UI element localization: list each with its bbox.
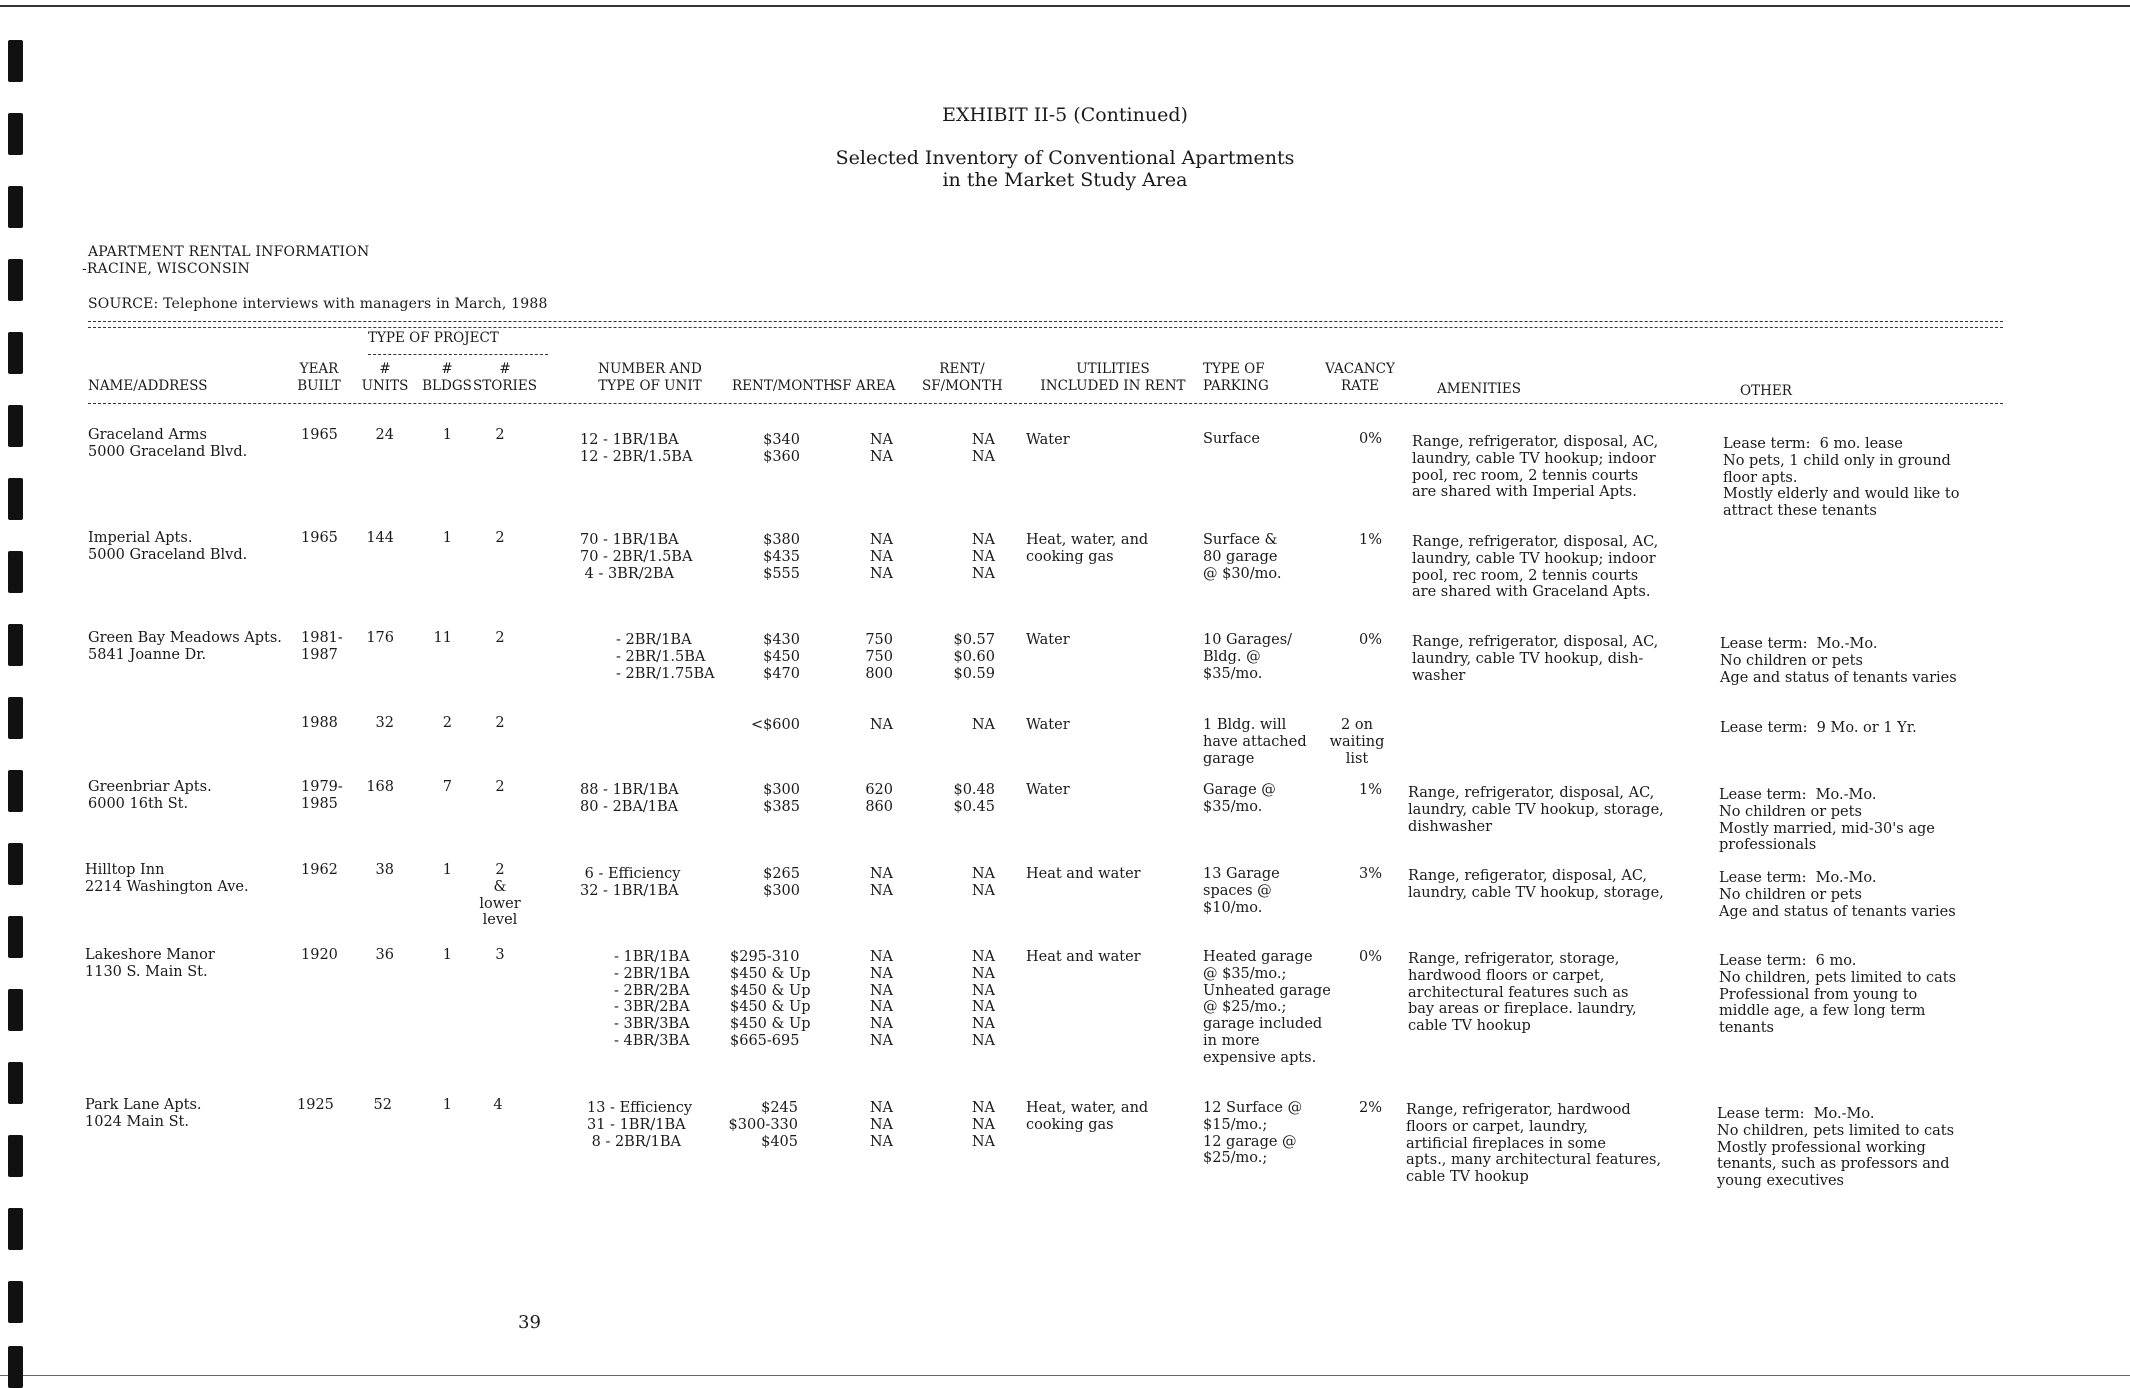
row-utilities: Heat and water xyxy=(1026,949,1141,965)
row-name: Park Lane Apts. 1024 Main St. xyxy=(85,1097,202,1130)
row-rent: $245 $300-330 $405 xyxy=(728,1100,798,1150)
row-bldgs: 7 xyxy=(442,779,452,795)
row-stories: 2 & lower level xyxy=(479,862,521,929)
row-amenities: Range, refrigerator, disposal, AC, laundry, cable TV hookup, storage, dishwasher xyxy=(1408,785,1664,835)
header-rent-sf: RENT/ SF/MONTH xyxy=(922,361,1003,394)
row-name: Greenbriar Apts. 6000 16th St. xyxy=(88,779,212,812)
row-units: 144 xyxy=(366,530,394,546)
row-unit-types: 88 - 1BR/1BA 80 - 2BA/1BA xyxy=(580,782,679,815)
row-units: 38 xyxy=(375,862,394,878)
row-parking: Surface xyxy=(1203,431,1260,447)
row-sf: NA NA NA NA NA NA xyxy=(869,949,893,1049)
row-bldgs: 1 xyxy=(442,947,452,963)
row-year: 1925 xyxy=(297,1097,334,1113)
row-rent-sf: NA NA xyxy=(971,432,995,465)
row-unit-types: - 2BR/1BA - 2BR/1.5BA - 2BR/1.75BA xyxy=(616,632,715,682)
row-rent-sf: $0.57 $0.60 $0.59 xyxy=(953,632,995,682)
info-line-1: APARTMENT RENTAL INFORMATION xyxy=(88,244,370,260)
row-units: 24 xyxy=(375,427,394,443)
row-utilities: Heat, water, and cooking gas xyxy=(1026,532,1149,565)
header-double-rule xyxy=(88,321,2003,328)
header-other: OTHER xyxy=(1740,383,1792,399)
row-units: 168 xyxy=(366,779,394,795)
row-name: Hilltop Inn 2214 Washington Ave. xyxy=(85,862,249,895)
header-units: # UNITS xyxy=(361,361,409,394)
row-bldgs: 2 xyxy=(442,715,452,731)
row-unit-types: 6 - Efficiency 32 - 1BR/1BA xyxy=(580,866,681,899)
row-parking: 12 Surface @ $15/mo.; 12 garage @ $25/mo.; xyxy=(1203,1100,1303,1167)
row-year: 1988 xyxy=(301,715,338,731)
row-year: 1962 xyxy=(301,862,338,878)
row-amenities: Range, refrigerator, hardwood floors or carpet, laundry, artificial fireplaces in some apts., many architectural features, cable TV hookup xyxy=(1406,1102,1662,1186)
row-year: 1920 xyxy=(301,947,338,963)
page-bottom-border xyxy=(0,1375,2130,1376)
row-vacancy: 1% xyxy=(1358,782,1382,798)
row-rent: $300 $385 xyxy=(763,782,800,815)
header-amenities: AMENITIES xyxy=(1437,381,1522,397)
row-amenities: Range, refrigerator, disposal, AC, laundry, cable TV hookup; indoor pool, rec room, 2 tennis courts are shared with Graceland Apts. xyxy=(1412,534,1659,601)
row-year: 1965 xyxy=(301,427,338,443)
row-bldgs: 1 xyxy=(442,530,452,546)
row-other: Lease term: 6 mo. No children, pets limited to cats Professional from young to middle age, a few long term tenants xyxy=(1719,953,1957,1037)
row-sf: NA xyxy=(869,717,893,733)
row-parking: 13 Garage spaces @ $10/mo. xyxy=(1203,866,1280,916)
info-line-2: -RACINE, WISCONSIN xyxy=(82,261,250,277)
row-bldgs: 1 xyxy=(442,427,452,443)
header-rent: RENT/MONTH xyxy=(732,378,835,394)
row-name: Graceland Arms 5000 Graceland Blvd. xyxy=(88,427,248,460)
row-rent: <$600 xyxy=(750,717,800,733)
row-bldgs: 1 xyxy=(442,862,452,878)
row-amenities: Range, refigerator, disposal, AC, laundry, cable TV hookup, storage, xyxy=(1408,868,1664,901)
row-units: 52 xyxy=(373,1097,392,1113)
header-year: YEAR BUILT xyxy=(297,361,341,394)
header-stories: # STORIES xyxy=(473,361,537,394)
row-unit-types: 70 - 1BR/1BA 70 - 2BR/1.5BA 4 - 3BR/2BA xyxy=(580,532,693,582)
page-number: 39 xyxy=(518,1312,541,1333)
row-amenities: Range, refrigerator, disposal, AC, laundry, cable TV hookup, dish- washer xyxy=(1412,634,1659,684)
row-bldgs: 11 xyxy=(433,630,452,646)
row-rent: $430 $450 $470 xyxy=(763,632,800,682)
row-rent: $295-310 $450 & Up $450 & Up $450 & Up $450 & Up $665-695 xyxy=(730,949,811,1049)
header-bldgs: # BLDGS xyxy=(422,361,472,394)
row-parking: Surface & 80 garage @ $30/mo. xyxy=(1203,532,1282,582)
row-sf: NA NA xyxy=(869,866,893,899)
row-other: Lease term: Mo.-Mo. No children or pets Age and status of tenants varies xyxy=(1720,636,1957,686)
row-vacancy: 0% xyxy=(1358,431,1382,447)
row-stories: 2 xyxy=(495,530,505,546)
row-vacancy: 0% xyxy=(1358,949,1382,965)
row-units: 32 xyxy=(375,715,394,731)
row-stories: 2 xyxy=(495,630,505,646)
row-units: 36 xyxy=(375,947,394,963)
row-vacancy: 0% xyxy=(1358,632,1382,648)
row-amenities: Range, refrigerator, storage, hardwood floors or carpet, architectural features such as bay areas or fireplace. laundry, cable TV hookup xyxy=(1408,951,1637,1035)
row-utilities: Water xyxy=(1026,432,1070,448)
row-name: Green Bay Meadows Apts. 5841 Joanne Dr. xyxy=(88,630,282,663)
row-rent-sf: NA NA NA NA NA NA xyxy=(971,949,995,1049)
row-parking: Garage @ $35/mo. xyxy=(1203,782,1276,815)
row-name: Imperial Apts. 5000 Graceland Blvd. xyxy=(88,530,248,563)
row-stories: 2 xyxy=(495,715,505,731)
row-stories: 2 xyxy=(495,779,505,795)
type-of-project-rule xyxy=(368,354,548,355)
row-utilities: Heat, water, and cooking gas xyxy=(1026,1100,1149,1133)
row-sf: NA NA NA xyxy=(869,532,893,582)
header-number-type: NUMBER AND TYPE OF UNIT xyxy=(598,361,702,394)
row-rent-sf: NA NA NA xyxy=(971,532,995,582)
title-line-2: in the Market Study Area xyxy=(942,169,1188,191)
row-sf: 620 860 xyxy=(865,782,893,815)
header-sf: SF AREA xyxy=(833,378,896,394)
row-other: Lease term: 6 mo. lease No pets, 1 child only in ground floor apts. Mostly elderly and would like to attract these tenants xyxy=(1723,436,1960,520)
row-utilities: Water xyxy=(1026,717,1070,733)
row-utilities: Water xyxy=(1026,632,1070,648)
header-utilities: UTILITIES INCLUDED IN RENT xyxy=(1040,361,1186,394)
row-rent: $265 $300 xyxy=(763,866,800,899)
row-rent-sf: NA NA xyxy=(971,866,995,899)
row-rent-sf: NA NA NA xyxy=(971,1100,995,1150)
row-unit-types: 13 - Efficiency 31 - 1BR/1BA 8 - 2BR/1BA xyxy=(587,1100,693,1150)
row-year: 1965 xyxy=(301,530,338,546)
row-parking: 10 Garages/ Bldg. @ $35/mo. xyxy=(1203,632,1293,682)
row-vacancy: 3% xyxy=(1358,866,1382,882)
header-bottom-rule xyxy=(88,403,2003,404)
row-rent-sf: $0.48 $0.45 xyxy=(953,782,995,815)
row-stories: 2 xyxy=(495,427,505,443)
row-unit-types: 12 - 1BR/1BA 12 - 2BR/1.5BA xyxy=(580,432,693,465)
exhibit-title: EXHIBIT II-5 (Continued) xyxy=(942,104,1188,126)
row-other: Lease term: Mo.-Mo. No children or pets Mostly married, mid-30's age professionals xyxy=(1719,787,1935,854)
spiral-binding xyxy=(8,40,30,1360)
row-year: 1979- 1985 xyxy=(301,779,343,812)
row-bldgs: 1 xyxy=(442,1097,452,1113)
row-units: 176 xyxy=(366,630,394,646)
row-sf: NA NA NA xyxy=(869,1100,893,1150)
header-vacancy: VACANCY RATE xyxy=(1325,361,1395,394)
row-other: Lease term: 9 Mo. or 1 Yr. xyxy=(1720,720,1917,736)
row-rent: $340 $360 xyxy=(763,432,800,465)
row-utilities: Heat and water xyxy=(1026,866,1141,882)
row-other: Lease term: Mo.-Mo. No children, pets limited to cats Mostly professional working tenants, such as professors and young executives xyxy=(1717,1106,1955,1190)
row-parking: Heated garage @ $35/mo.; Unheated garage @ $25/mo.; garage included in more expensive apts. xyxy=(1203,949,1331,1066)
header-parking: TYPE OF PARKING xyxy=(1203,361,1269,394)
title-line-1: Selected Inventory of Conventional Apartments xyxy=(835,147,1295,169)
row-parking: 1 Bldg. will have attached garage xyxy=(1203,717,1307,767)
header-name: NAME/ADDRESS xyxy=(88,378,208,394)
page-top-border xyxy=(0,5,2130,7)
row-vacancy: 1% xyxy=(1358,532,1382,548)
row-amenities: Range, refrigerator, disposal, AC, laundry, cable TV hookup; indoor pool, rec room, 2 tennis courts are shared with Imperial Apts. xyxy=(1412,434,1659,501)
row-sf: 750 750 800 xyxy=(865,632,893,682)
row-stories: 3 xyxy=(495,947,505,963)
row-sf: NA NA xyxy=(869,432,893,465)
row-vacancy: 2% xyxy=(1358,1100,1382,1116)
row-other: Lease term: Mo.-Mo. No children or pets Age and status of tenants varies xyxy=(1719,870,1956,920)
row-unit-types: - 1BR/1BA - 2BR/1BA - 2BR/2BA - 3BR/2BA - 3BR/3BA - 4BR/3BA xyxy=(614,949,690,1049)
row-vacancy: 2 on waiting list xyxy=(1329,717,1385,767)
source-line: SOURCE: Telephone interviews with managers in March, 1988 xyxy=(88,296,548,312)
row-stories: 4 xyxy=(493,1097,503,1113)
row-year: 1981- 1987 xyxy=(301,630,343,663)
row-rent: $380 $435 $555 xyxy=(763,532,800,582)
row-name: Lakeshore Manor 1130 S. Main St. xyxy=(85,947,215,980)
row-rent-sf: NA xyxy=(971,717,995,733)
type-of-project-header: TYPE OF PROJECT xyxy=(368,330,499,346)
row-utilities: Water xyxy=(1026,782,1070,798)
